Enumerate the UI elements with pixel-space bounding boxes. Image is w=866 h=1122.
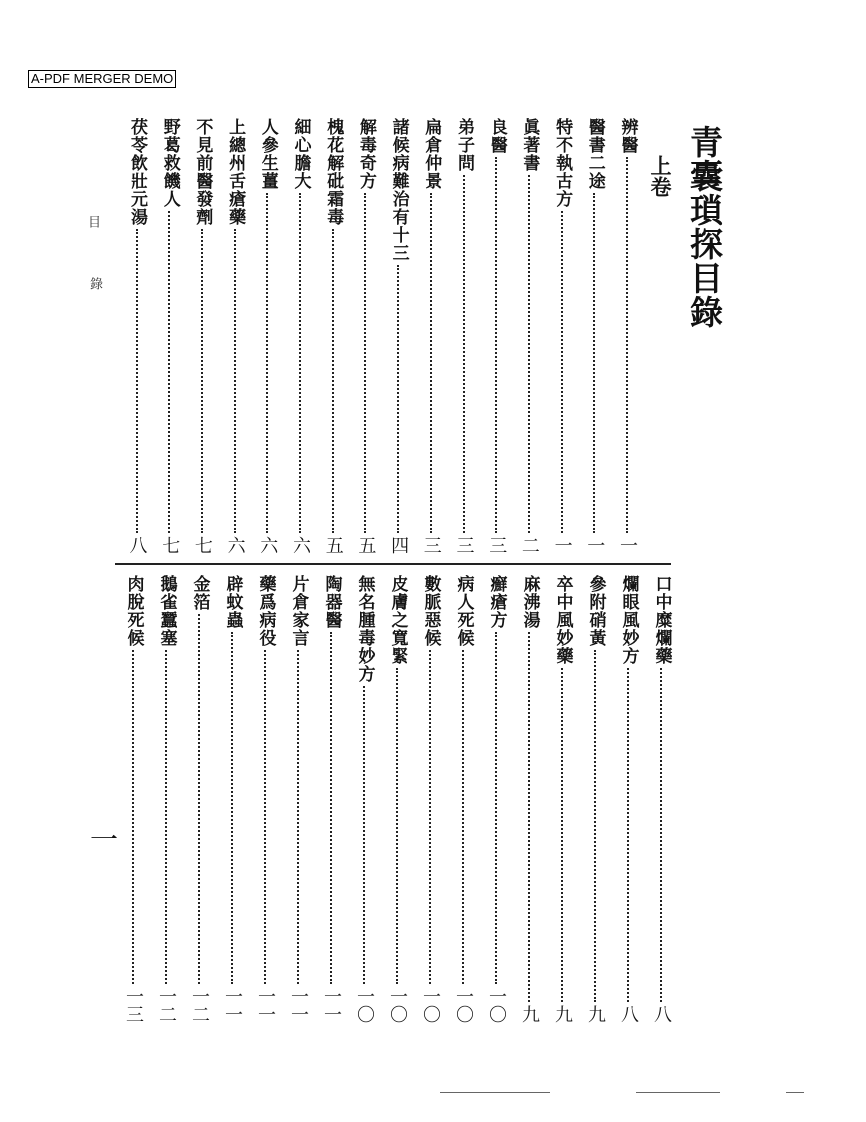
dot-leader — [627, 668, 629, 1002]
toc-entry — [611, 575, 645, 1023]
toc-entry-page: 六 — [290, 536, 311, 554]
dot-leader — [332, 229, 334, 533]
dot-leader — [363, 686, 365, 984]
toc-entry-title: 皮膚之寬緊 — [387, 575, 408, 665]
toc-entry-title: 肉脫死候 — [123, 575, 144, 647]
dot-leader — [495, 157, 497, 533]
dot-leader — [136, 229, 138, 533]
toc-entry-title: 癬瘡方 — [486, 575, 507, 629]
toc-entry-title: 參附硝黃 — [585, 575, 606, 647]
toc-entry-page: 三 — [420, 536, 442, 554]
toc-entry-page: 四 — [388, 536, 410, 554]
toc-entry-page: 六 — [224, 536, 246, 554]
dot-leader — [463, 175, 465, 533]
toc-entry-title: 無名腫毒妙方 — [354, 575, 375, 683]
toc-entry-title: 良醫 — [486, 118, 507, 154]
toc-entry-title: 上總州舌瘡藥 — [225, 118, 246, 226]
section-divider — [115, 563, 671, 565]
toc-entry-page: 六 — [257, 536, 279, 554]
toc-entry — [218, 118, 252, 554]
toc-entry — [348, 118, 382, 554]
toc-entry — [479, 118, 513, 554]
toc-entry — [447, 118, 481, 554]
toc-entry — [250, 118, 284, 554]
toc-entry-page: 一〇 — [387, 987, 408, 1023]
toc-entry-page: 一 — [584, 536, 606, 554]
dot-leader — [462, 650, 464, 984]
toc-entry-page: 一〇 — [486, 987, 507, 1023]
dot-leader — [234, 229, 236, 533]
toc-entry-page: 一一 — [321, 987, 342, 1023]
toc-entry-page: 三 — [453, 536, 475, 554]
toc-entry-title: 醫書二途 — [584, 118, 605, 190]
toc-entry-title: 辨醫 — [617, 118, 638, 154]
toc-entry-page: 八 — [618, 1005, 639, 1023]
toc-entry-page: 七 — [159, 536, 181, 554]
toc-entry-page: 三 — [486, 536, 508, 554]
toc-entry-title: 辟蚊蟲 — [222, 575, 243, 629]
toc-entry — [248, 575, 282, 1023]
toc-entry-title: 槐花解砒霜毒 — [323, 118, 344, 226]
folio-number: 一 — [90, 823, 119, 856]
dot-leader — [397, 265, 399, 533]
side-label-bottom: 錄 — [87, 277, 102, 290]
toc-entry-page: 一一 — [288, 987, 309, 1023]
toc-entry-title: 麻沸湯 — [519, 575, 540, 629]
toc-entry-title: 片倉家言 — [288, 575, 309, 647]
toc-entry-title: 諸候病難治有十三 — [388, 118, 409, 262]
toc-entry-title: 茯苓飲壯元湯 — [127, 118, 147, 226]
toc-entry — [545, 118, 579, 554]
toc-entry-title: 病人死候 — [453, 575, 474, 647]
dot-leader — [299, 193, 301, 533]
toc-entry — [215, 575, 249, 1023]
toc-entry — [512, 118, 546, 554]
dot-leader — [132, 650, 134, 984]
dot-leader — [430, 193, 432, 533]
toc-entry — [610, 118, 644, 554]
dot-leader — [297, 650, 299, 984]
dot-leader — [660, 668, 662, 1002]
toc-entry — [185, 118, 219, 554]
toc-entry — [152, 118, 186, 554]
toc-entry-page: 一一 — [222, 987, 243, 1023]
toc-entry — [577, 118, 611, 554]
dot-leader — [626, 157, 628, 533]
toc-entry-page: 九 — [519, 1005, 540, 1023]
scan-artifact — [786, 1092, 804, 1093]
dot-leader — [561, 668, 563, 1002]
toc-entry — [380, 575, 414, 1023]
toc-entry-page: 一〇 — [420, 987, 441, 1023]
toc-entry-title: 數脈惡候 — [420, 575, 441, 647]
toc-entry-page: 五 — [355, 536, 377, 554]
toc-entry-page: 八 — [651, 1005, 672, 1023]
toc-entry — [283, 118, 317, 554]
scan-artifact — [440, 1092, 550, 1093]
toc-entry — [413, 575, 447, 1023]
scan-artifact — [636, 1092, 720, 1093]
watermark-label: A-PDF MERGER DEMO — [28, 70, 176, 88]
toc-entry-page: 一二 — [189, 987, 210, 1023]
side-label-top: 目 — [85, 215, 100, 228]
toc-entry-title: 弟子問 — [454, 118, 474, 172]
toc-entry — [512, 575, 546, 1023]
dot-leader — [264, 650, 266, 984]
dot-leader — [528, 175, 530, 533]
toc-entry — [120, 118, 154, 554]
dot-leader — [396, 668, 398, 984]
toc-entry-page: 一三 — [123, 987, 144, 1023]
toc-entry — [446, 575, 480, 1023]
volume-label: 上卷 — [648, 155, 673, 197]
dot-leader — [168, 211, 170, 533]
toc-entry-page: 九 — [552, 1005, 573, 1023]
toc-entry-page: 二 — [518, 536, 540, 554]
toc-entry-title: 卒中風妙藥 — [552, 575, 573, 665]
dot-leader — [266, 193, 268, 533]
toc-entry-page: 一二 — [156, 987, 177, 1023]
toc-entry-page: 一 — [551, 536, 573, 554]
toc-entry-page: 一〇 — [453, 987, 474, 1023]
toc-entry — [281, 575, 315, 1023]
dot-leader — [165, 650, 167, 984]
toc-entry-title: 藥爲病役 — [255, 575, 276, 647]
toc-entry-title: 陶器醫 — [321, 575, 342, 629]
toc-entry — [116, 575, 150, 1023]
toc-entry-title: 口中糜爛藥 — [651, 575, 672, 665]
toc-entry-title: 眞著書 — [519, 118, 540, 172]
dot-leader — [198, 614, 200, 984]
toc-entry-page: 八 — [126, 536, 148, 554]
toc-entry-page: 一一 — [255, 987, 276, 1023]
dot-leader — [593, 193, 595, 533]
toc-entry-title: 野葛救饑人 — [159, 118, 180, 208]
toc-entry — [545, 575, 579, 1023]
dot-leader — [528, 632, 530, 1002]
toc-entry — [381, 118, 415, 554]
toc-entry — [149, 575, 183, 1023]
dot-leader — [561, 211, 563, 533]
toc-entry-title: 不見前醫發劑 — [192, 118, 213, 226]
toc-entry-title: 鵝雀蠶塞 — [156, 575, 177, 647]
toc-entry — [414, 118, 448, 554]
toc-entry-title: 扁倉仲景 — [421, 118, 442, 190]
toc-entry — [644, 575, 678, 1023]
toc-entry-title: 細心膽大 — [290, 118, 311, 190]
dot-leader — [231, 632, 233, 984]
toc-entry-title: 金箔 — [189, 575, 210, 611]
toc-entry — [347, 575, 381, 1023]
toc-entry-title: 特不執古方 — [552, 118, 573, 208]
toc-entry — [479, 575, 513, 1023]
toc-entry — [314, 575, 348, 1023]
dot-leader — [364, 193, 366, 533]
dot-leader — [201, 229, 203, 533]
toc-entry-title: 爛眼風妙方 — [618, 575, 639, 665]
toc-entry — [578, 575, 612, 1023]
dot-leader — [429, 650, 431, 984]
toc-entry-page: 一 — [617, 536, 638, 554]
toc-entry-page: 五 — [322, 536, 344, 554]
toc-entry-title: 人參生薑 — [257, 118, 278, 190]
toc-entry — [182, 575, 216, 1023]
toc-entry-page: 一〇 — [354, 987, 375, 1023]
toc-entry — [316, 118, 350, 554]
dot-leader — [594, 650, 596, 1002]
dot-leader — [330, 632, 332, 984]
dot-leader — [495, 632, 497, 984]
toc-entry-page: 七 — [191, 536, 213, 554]
toc-entry-page: 九 — [585, 1005, 606, 1023]
page-title: 青囊瑣探目錄 — [685, 125, 724, 329]
toc-entry-title: 解毒奇方 — [355, 118, 376, 190]
